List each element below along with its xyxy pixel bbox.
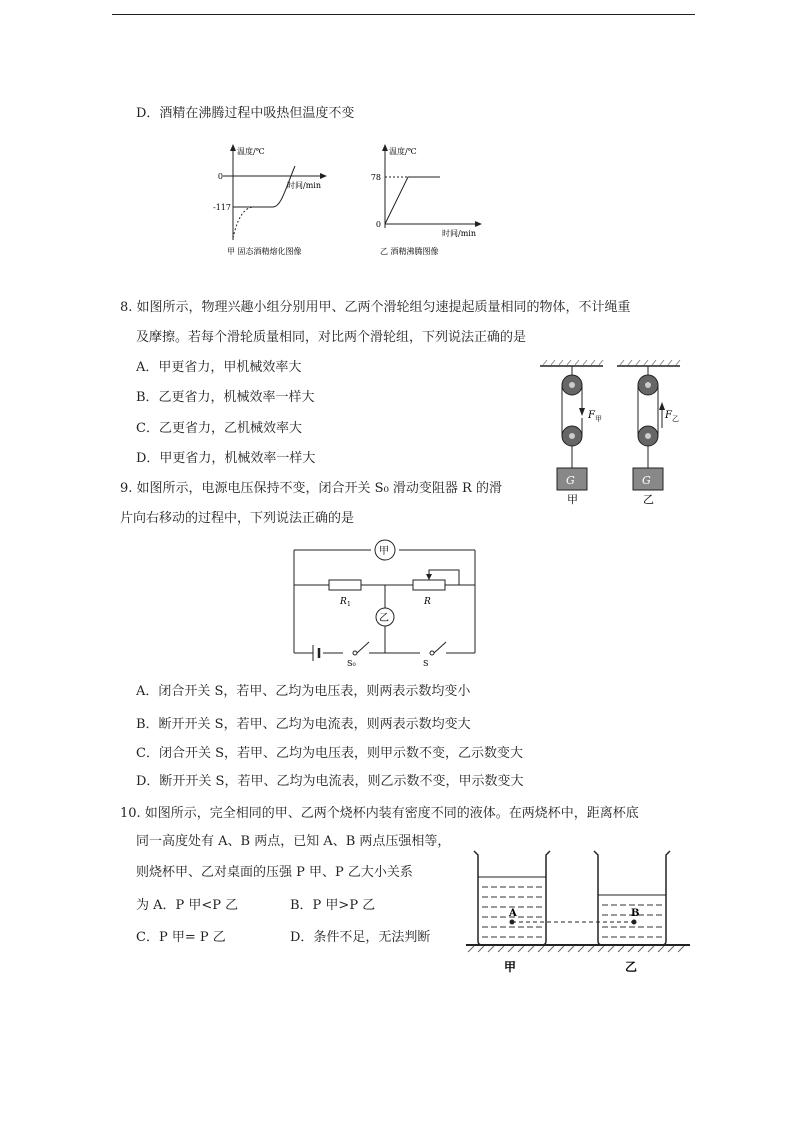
graph-a-tick-melt: -117 [213, 203, 231, 212]
q7-graph-boiling [360, 140, 490, 260]
q10-stem-line2: 同一高度处有 A、B 两点，已知 A、B 两点压强相等， [136, 834, 451, 849]
q9-option-c: C．闭合开关 S，若甲、乙均为电压表，则甲示数不变，乙示数变大 [136, 746, 523, 761]
q10-option-d: D．条件不足，无法判断 [290, 930, 431, 945]
point-a: A [509, 908, 517, 919]
force-b-sub: 乙 [672, 415, 679, 423]
switch0-label: S₀ [347, 659, 356, 668]
graph-b-tick-zero: 0 [375, 220, 381, 229]
pulley-label-b: 乙 [643, 493, 654, 506]
q10-option-b: B．P 甲>P 乙 [290, 898, 376, 913]
r1-sub: 1 [347, 601, 351, 608]
q8-option-a: A．甲更省力，甲机械效率大 [136, 360, 302, 375]
switch-label: S [423, 659, 429, 668]
r-label: R [424, 597, 431, 607]
q8-stem-line1: 8. 如图所示，物理兴趣小组分别用甲、乙两个滑轮组匀速提起质量相同的物体，不计绳重 [120, 300, 631, 315]
q10-stem-line3: 则烧杯甲、乙对桌面的压强 P 甲、P 乙大小关系 [136, 865, 413, 880]
q10-option-a: 为 A．P 甲<P 乙 [136, 898, 239, 913]
q8-option-b: B．乙更省力，机械效率一样大 [136, 390, 315, 405]
beaker-label-b: 乙 [625, 960, 638, 974]
q10-beaker-figure [462, 845, 694, 980]
graph-b-tick-boil: 78 [370, 173, 381, 182]
q7-graph-melting [205, 140, 330, 260]
q9-stem-line1: 9. 如图所示，电源电压保持不变，闭合开关 S₀ 滑动变阻器 R 的滑 [120, 481, 502, 496]
force-a: F [588, 410, 595, 421]
force-a-sub: 甲 [595, 415, 602, 423]
graph-b-xlabel: 时间/min [442, 229, 476, 238]
graph-b-caption: 乙 酒精沸腾图像 [380, 247, 439, 256]
pulley-load-b: G [642, 474, 651, 487]
pulley-load-a: G [566, 474, 575, 487]
q8-option-c: C．乙更省力，乙机械效率大 [136, 421, 302, 436]
q10-option-c: C．P 甲= P 乙 [136, 930, 226, 945]
q8-stem-line2: 及摩擦。若每个滑轮质量相同，对比两个滑轮组，下列说法正确的是 [136, 330, 527, 345]
force-b: F [665, 410, 672, 421]
pulley-label-a: 甲 [567, 493, 578, 506]
r1-label: R [340, 597, 347, 607]
q9-stem-line2: 片向右移动的过程中，下列说法正确的是 [120, 511, 355, 526]
meter-b: 乙 [379, 613, 389, 624]
point-b: B [631, 908, 640, 919]
header-rule [112, 14, 695, 15]
q8-pulley-figure [535, 358, 685, 506]
q9-circuit-figure [285, 538, 490, 670]
graph-a-tick-zero: 0 [217, 172, 223, 181]
graph-b-ylabel: 温度/℃ [389, 147, 417, 156]
q9-option-a: A．闭合开关 S，若甲、乙均为电压表，则两表示数均变小 [136, 684, 471, 699]
graph-a-caption: 甲 固态酒精熔化图像 [227, 247, 302, 256]
q9-option-d: D．断开开关 S，若甲、乙均为电流表，则乙示数不变，甲示数变大 [136, 774, 524, 789]
q7-option-d: D．酒精在沸腾过程中吸热但温度不变 [136, 106, 355, 121]
graph-a-ylabel: 温度/℃ [237, 147, 265, 156]
meter-a: 甲 [379, 546, 389, 557]
graph-a-xlabel: 时间/min [287, 181, 321, 190]
beaker-label-a: 甲 [504, 960, 517, 974]
q8-option-d: D．甲更省力，机械效率一样大 [136, 451, 316, 466]
q10-stem-line1: 10. 如图所示，完全相同的甲、乙两个烧杯内装有密度不同的液体。在两烧杯中，距离杯底 [120, 806, 639, 821]
q9-option-b: B．断开开关 S，若甲、乙均为电流表，则两表示数均变大 [136, 717, 471, 732]
